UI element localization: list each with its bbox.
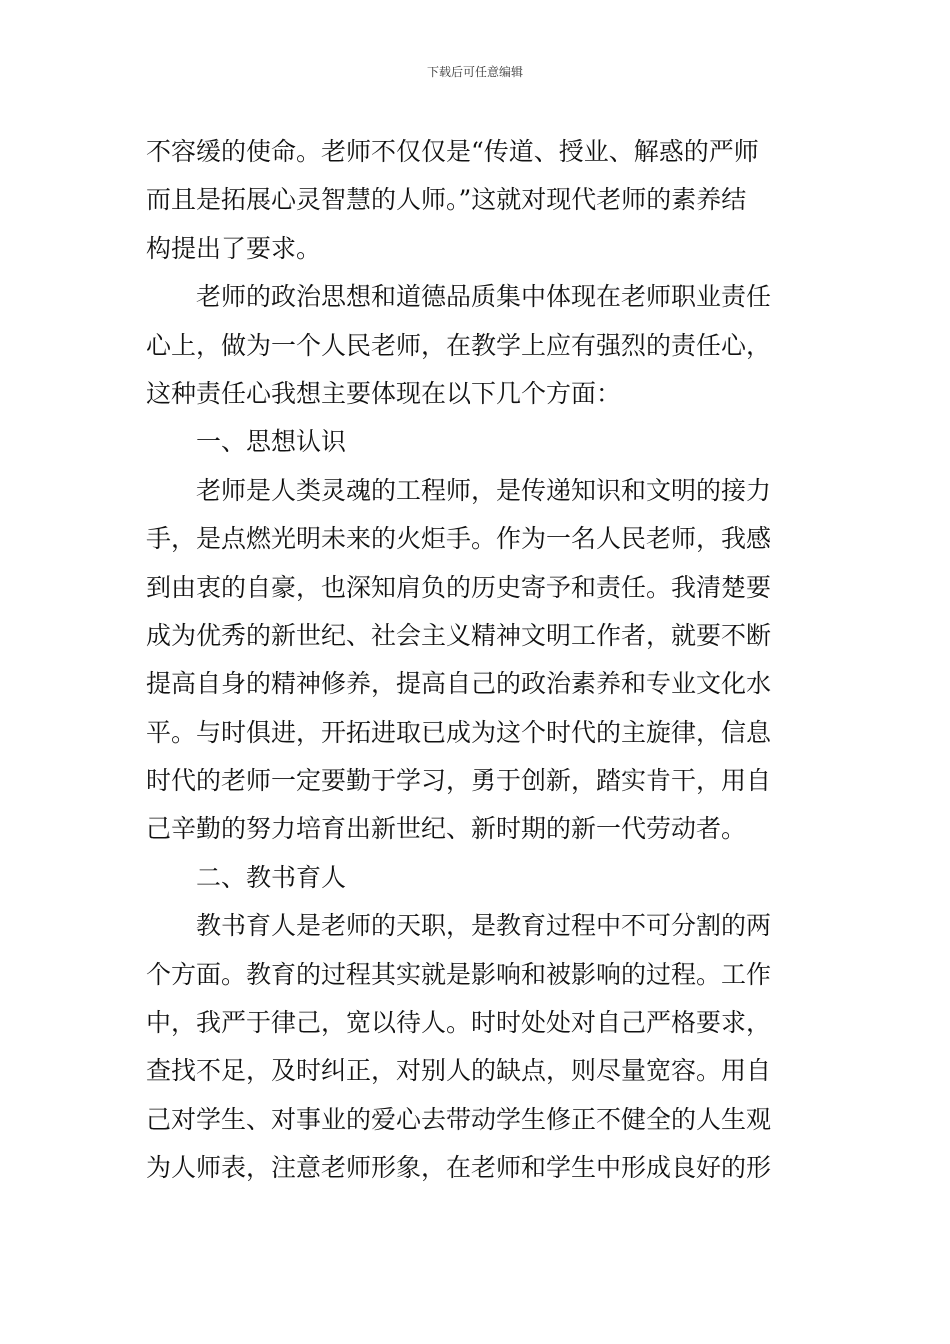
text-line: 老师是人类灵魂的工程师，是传递知识和文明的接力 xyxy=(146,475,772,505)
text-line: 教书育人是老师的天职，是教育过程中不可分割的两 xyxy=(146,911,772,941)
text-line: 己辛勤的努力培育出新世纪、新时期的新一代劳动者。 xyxy=(146,814,747,844)
text-line: 而且是拓展心灵智慧的人师。”这就对现代老师的素养结 xyxy=(146,185,747,215)
page-header: 下载后可任意编辑 xyxy=(426,65,523,79)
text-line: 老师的政治思想和道德品质集中体现在老师职业责任 xyxy=(146,282,772,312)
document-body xyxy=(146,128,816,1193)
text-line: 中，我严于律己，宽以待人。时时处处对自己严格要求， xyxy=(146,1008,772,1038)
text-line: 这种责任心我想主要体现在以下几个方面： xyxy=(146,378,622,408)
text-line: 平。与时俱进，开拓进取已成为这个时代的主旋律，信息 xyxy=(146,717,772,747)
text-line: 提高自身的精神修养，提高自己的政治素养和专业文化水 xyxy=(146,669,772,699)
section-heading: 二、教书育人 xyxy=(146,862,347,892)
text-line: 心上，做为一个人民老师，在教学上应有强烈的责任心， xyxy=(146,330,772,360)
section-heading: 一、思想认识 xyxy=(146,427,347,457)
text-line: 构提出了要求。 xyxy=(146,233,322,263)
text-line: 己对学生、对事业的爱心去带动学生修正不健全的人生观 xyxy=(146,1104,772,1134)
text-line: 时代的老师一定要勤于学习，勇于创新，踏实肯干，用自 xyxy=(146,766,772,796)
text-line: 查找不足，及时纠正，对别人的缺点，则尽量宽容。用自 xyxy=(146,1056,772,1086)
text-line: 成为优秀的新世纪、社会主义精神文明工作者，就要不断 xyxy=(146,620,772,650)
text-line: 为人师表，注意老师形象，在老师和学生中形成良好的形 xyxy=(146,1153,772,1183)
text-line: 个方面。教育的过程其实就是影响和被影响的过程。工作 xyxy=(146,959,772,989)
text-line: 手，是点燃光明未来的火炬手。作为一名人民老师，我感 xyxy=(146,524,772,554)
text-line: 到由衷的自豪，也深知肩负的历史寄予和责任。我清楚要 xyxy=(146,572,772,602)
text-line: 不容缓的使命。老师不仅仅是“传道、授业、解惑的严师 xyxy=(146,137,759,166)
